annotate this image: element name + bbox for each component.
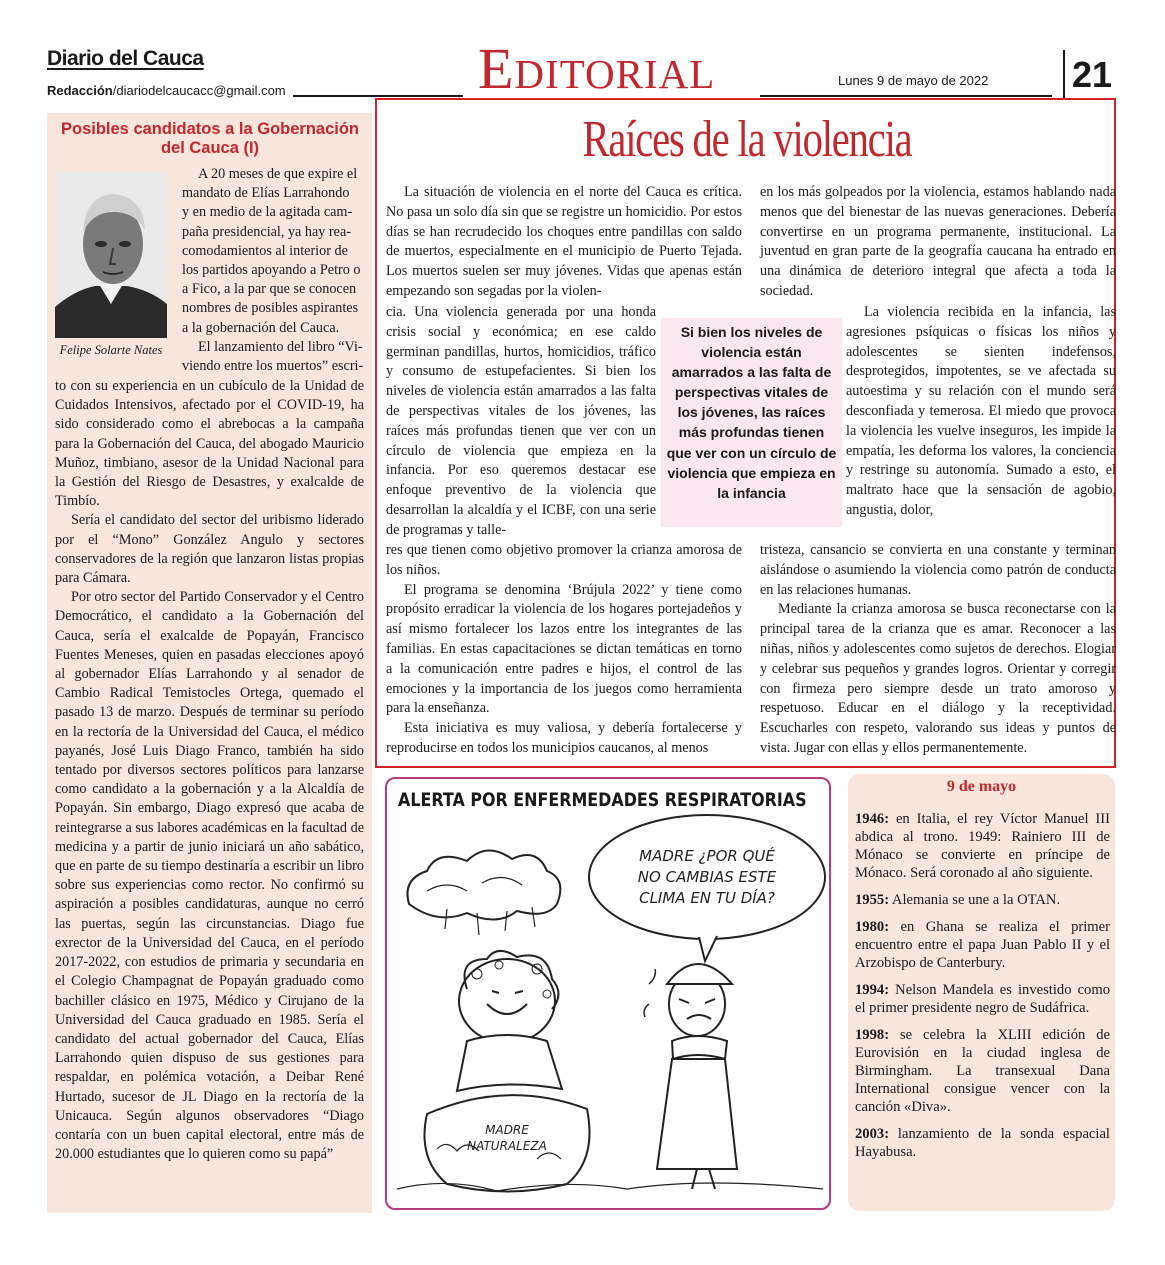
newspaper-logo: Diario del Cauca: [47, 47, 204, 70]
editorial-paragraph: res que tienen como objetivo promover la crianza amorosa de los niños.: [386, 542, 742, 578]
redaccion-line: [47, 83, 286, 98]
header-divider: [1063, 50, 1065, 100]
efemerides-item: [855, 1026, 1110, 1116]
cartoon-frame: [385, 777, 831, 1210]
wrap-line: El lanzamiento del libro “Vi-: [198, 338, 363, 355]
speech-line-1: MADRE ¿POR QUÉ: [639, 847, 775, 865]
efemerides-item: [855, 810, 1110, 882]
wrap-line: los partidos apoyando a Petro o: [182, 262, 361, 279]
dress-label-1: MADRE: [485, 1123, 529, 1137]
opinion-paragraph: to con su experiencia en un cubículo de la Unidad de Cuidados Intensivos, afectado por el COVID-19, ha sido considerado como el abrebocas a la campaña para la Gobernación del Cauca, del abogado Mauricio Muñoz, timbiano, asesor de la Unidad Nacional para la Gestión del Riesgo de Desastres, y exalcalde de Timbío.: [55, 378, 364, 510]
editorial-paragraph: El programa se denomina ‘Brújula 2022’ y tiene como propósito erradicar la violencia de los hogares portejadeños y así mismo fortalecer los lazos entre los integrantes de las familias. En estas capacitaciones se dictan temáticas en torno a la comunicación entre padres e hijos, el control de las emociones y la importancia de los juegos como herramienta para la enseñanza.: [386, 581, 742, 717]
efemerides-year: 1994:: [855, 982, 890, 998]
opinion-body: [55, 377, 364, 1164]
editorial-col1-wrap: [386, 303, 656, 541]
efemerides-year: 1998:: [855, 1027, 890, 1043]
redaccion-email: /diariodelcaucacc@gmail.com: [112, 83, 286, 98]
wrap-line: paña presidencial, ya hay rea-: [182, 223, 351, 240]
cartoon-drawing: [387, 779, 831, 1210]
redaccion-label: Redacción: [47, 83, 113, 98]
efemerides-year: 2003:: [855, 1126, 890, 1142]
issue-date: Lunes 9 de mayo de 2022: [838, 73, 989, 88]
efemerides-text: lanzamiento de la sonda espacial Hayabusa.: [855, 1126, 1110, 1160]
opinion-paragraph: Sería el candidato del sector del uribismo liderado por el “Mono” González Angulo y sectores conservadores de la región que lanzaron listas propias para Cámara.: [55, 512, 364, 587]
efemerides-text: Alemania se une a la OTAN.: [889, 892, 1061, 908]
editorial-col2-wrap: [846, 303, 1116, 521]
opinion-wrap-text: [182, 165, 364, 376]
wrap-line: comodamientos al interior de: [182, 242, 348, 259]
editorial-paragraph: Mediante la crianza amorosa se busca reconectarse con la principal tarea de la crianza que es amar. Reconocer a las niñas, niños y adolescentes como sujetos de derechos. Elogiar y celebrar sus pequeños y grandes logros. Orientar y corregir con firmeza pero siempre desde un trato amoroso y respetuoso. Educar en el diálogo y la receptividad. Escucharles con respeto, valorando sus ideas y puntos de vista. Jugar con ellas y ellos permanentemente.: [760, 601, 1116, 756]
editorial-col1-bottom: [386, 541, 742, 759]
cartoon-title: ALERTA POR ENFERMEDADES RESPIRATORIAS: [398, 790, 807, 811]
editorial-col2-bottom: [760, 541, 1116, 759]
editorial-paragraph: Esta iniciativa es muy valiosa, y debería fortalecerse y reproducirse en todos los municipios caucanos, al menos: [386, 720, 742, 756]
editorial-paragraph: La violencia recibida en la infancia, las agresiones psíquicas o físicas los niños y adolescentes se sienten indefensos, desprotegidos, impotentes, se ve afectada su autoestima y su relación con el mundo será desconfiada y temerosa. El miedo que provoca la violencia les vuelve inseguros, les impide la empatía, les deforma los valores, la conciencia y restringe su autonomía. Sumado a esto, el maltrato hace que la sensación de agobio, angustia, dolor,: [846, 304, 1116, 518]
editorial-col1-top: [386, 183, 742, 302]
header-rule-right: [760, 95, 1052, 97]
editorial-col2-top: [760, 183, 1116, 302]
editorial-paragraph: cia. Una violencia generada por una honda crisis social y económica; en ese caldo germinan pandillas, hurtos, homicidios, tráfico y consumo de estupefacientes. Si bien los niveles de violencia están amarrados a las falta de perspectivas vitales de los jóvenes, las raíces más profundas tienen que ver con un círculo de violencia que empieza en la infancia. Por eso queremos destacar ese enfoque preventivo de la violencia que desarrollan la alcaldía y el ICBF, con una serie de programas y talle-: [386, 304, 656, 538]
efemerides-year: 1946:: [855, 811, 890, 827]
editorial-paragraph: en los más golpeados por la violencia, estamos hablando nada menos que del bienestar de las nuevas generaciones. Debería convertirse en un programa permanente, institucional. La juventud en gran parte de la geografía caucana ha entrado en una dinámica de deterioro integral que afecta a toda la sociedad.: [760, 184, 1116, 299]
opinion-title: Posibles candidatos a la Gobernación del Cauca (I): [61, 120, 359, 157]
efemerides-list: [855, 810, 1110, 1170]
efemerides-year: 1955:: [855, 892, 890, 908]
efemerides-item: [855, 918, 1110, 972]
section-title: Editorial: [478, 40, 716, 98]
wrap-line: viendo entre los muertos” escri-: [182, 358, 364, 375]
editorial-paragraph: La situación de violencia en el norte del Cauca es crítica. No pasa un solo día sin que se registre un homicidio. Por estos días se han recrudecido los choques entre pandillas con saldo de muertos, especialmente en el municipio de Puerto Tejada. Los muertos suelen ser muy jóvenes. Vidas que apenas están empezando son segadas por la violen-: [386, 184, 742, 299]
wrap-line: A 20 meses de que expire el: [198, 166, 358, 182]
efemerides-text: se celebra la XLIII edición de Eurovisión en la ciudad inglesa de Birmingham. La transexual Dana International consigue vencer con la canción «Diva».: [855, 1027, 1110, 1115]
efemerides-text: en Ghana se realiza el primer encuentro entre el papa Juan Pablo II y el Arzobispo de Canterbury.: [855, 919, 1110, 971]
efemerides-item: [855, 891, 1110, 909]
speech-line-2: NO CAMBIAS ESTE: [637, 868, 777, 886]
dress-label-2: NATURALEZA: [467, 1139, 547, 1153]
wrap-line: nombres de posibles aspirantes: [182, 300, 359, 317]
author-photo: [55, 172, 167, 338]
efemerides-text: en Italia, el rey Víctor Manuel III abdica al trono. 1949: Rainiero III de Mónaco se convierte en príncipe de Mónaco. Será coronado al año siguiente.: [855, 811, 1110, 881]
opinion-paragraph: Por otro sector del Partido Conservador y el Centro Democrático, el candidato a la Gobernación del Cauca, sería el exalcalde de Popayán, Francisco Fuentes Meneses, quien en pasadas elecciones apoyó al gobernador Elías Larrahondo y al senador de Cambio Radical Temistocles Ortega, quemado el pasado 13 de marzo. Después de terminar su período en la rectoría de la Universidad del Cauca, el médico payanés, José Luis Diago Franco, también ha sido tentado por diversos sectores políticos para lanzarse como candidato a la gobernación y a la Alcaldía de Popayán. Sin embargo, Diago expresó que acaba de reintegrarse a sus labores académicas en la facultad de medicina y a partir de junio iniciará un año sabático, que en parte de su tiempo destinaría a escribir un libro sobre sus experiencias como rector. No confirmó su aspiración a posibles candidaturas, aunque no cerró las puertas, según las circunstancias. Diago fue exrector de la Universidad del Cauca, en el período 2017-2022, con estudios de primaria y secundaria en el Colegio Champagnat de Popayán graduado como bachiller clásico en 1975, Médico y Cirujano de la Universidad del Cauca graduado en 1985. Sería el candidato del actual gobernador del Cauca, Elías Larrahondo quien dispuso de sus gestiones para respaldar, en polémica votación, a Deibar René Hurtado, sucesor de JL Diago en la rectoría de la Unicauca. Según algunos observadores “Diago contaría con un buen capital electoral, entre más de 20.000 estudiantes que lo quieren como su papá”: [55, 589, 364, 1163]
speech-line-3: CLIMA EN TU DÍA?: [639, 889, 775, 907]
efemerides-text: Nelson Mandela es investido como el primer presidente negro de Sudáfrica.: [855, 982, 1110, 1016]
author-caption: Felipe Solarte Nates: [59, 343, 163, 357]
efemerides-item: [855, 1125, 1110, 1161]
page-number: 21: [1072, 54, 1113, 95]
efemerides-item: [855, 981, 1110, 1017]
efemerides-title: 9 de mayo: [946, 778, 1017, 795]
header-rule-left: [293, 95, 463, 97]
editorial-paragraph: tristeza, cansancio se convierta en una constante y terminan aislándose o asumiendo la violencia como patrón de conducta en las relaciones humanas.: [760, 542, 1116, 598]
wrap-line: mandato de Elías Larrahondo: [182, 185, 350, 202]
wrap-line: a Fico, a la par que se conocen: [182, 281, 357, 298]
pull-quote: Si bien los niveles de violencia están amarrados a las falta de perspectivas vitales de los jóvenes, las raíces más profundas tienen que ver con un círculo de violencia que empieza en la infancia: [661, 318, 842, 527]
wrap-line: y en medio de la agitada cam-: [182, 204, 353, 221]
wrap-line: a la gobernación del Cauca.: [182, 319, 340, 336]
efemerides-year: 1980:: [855, 919, 890, 935]
editorial-headline: Raíces de la violencia: [582, 111, 912, 168]
